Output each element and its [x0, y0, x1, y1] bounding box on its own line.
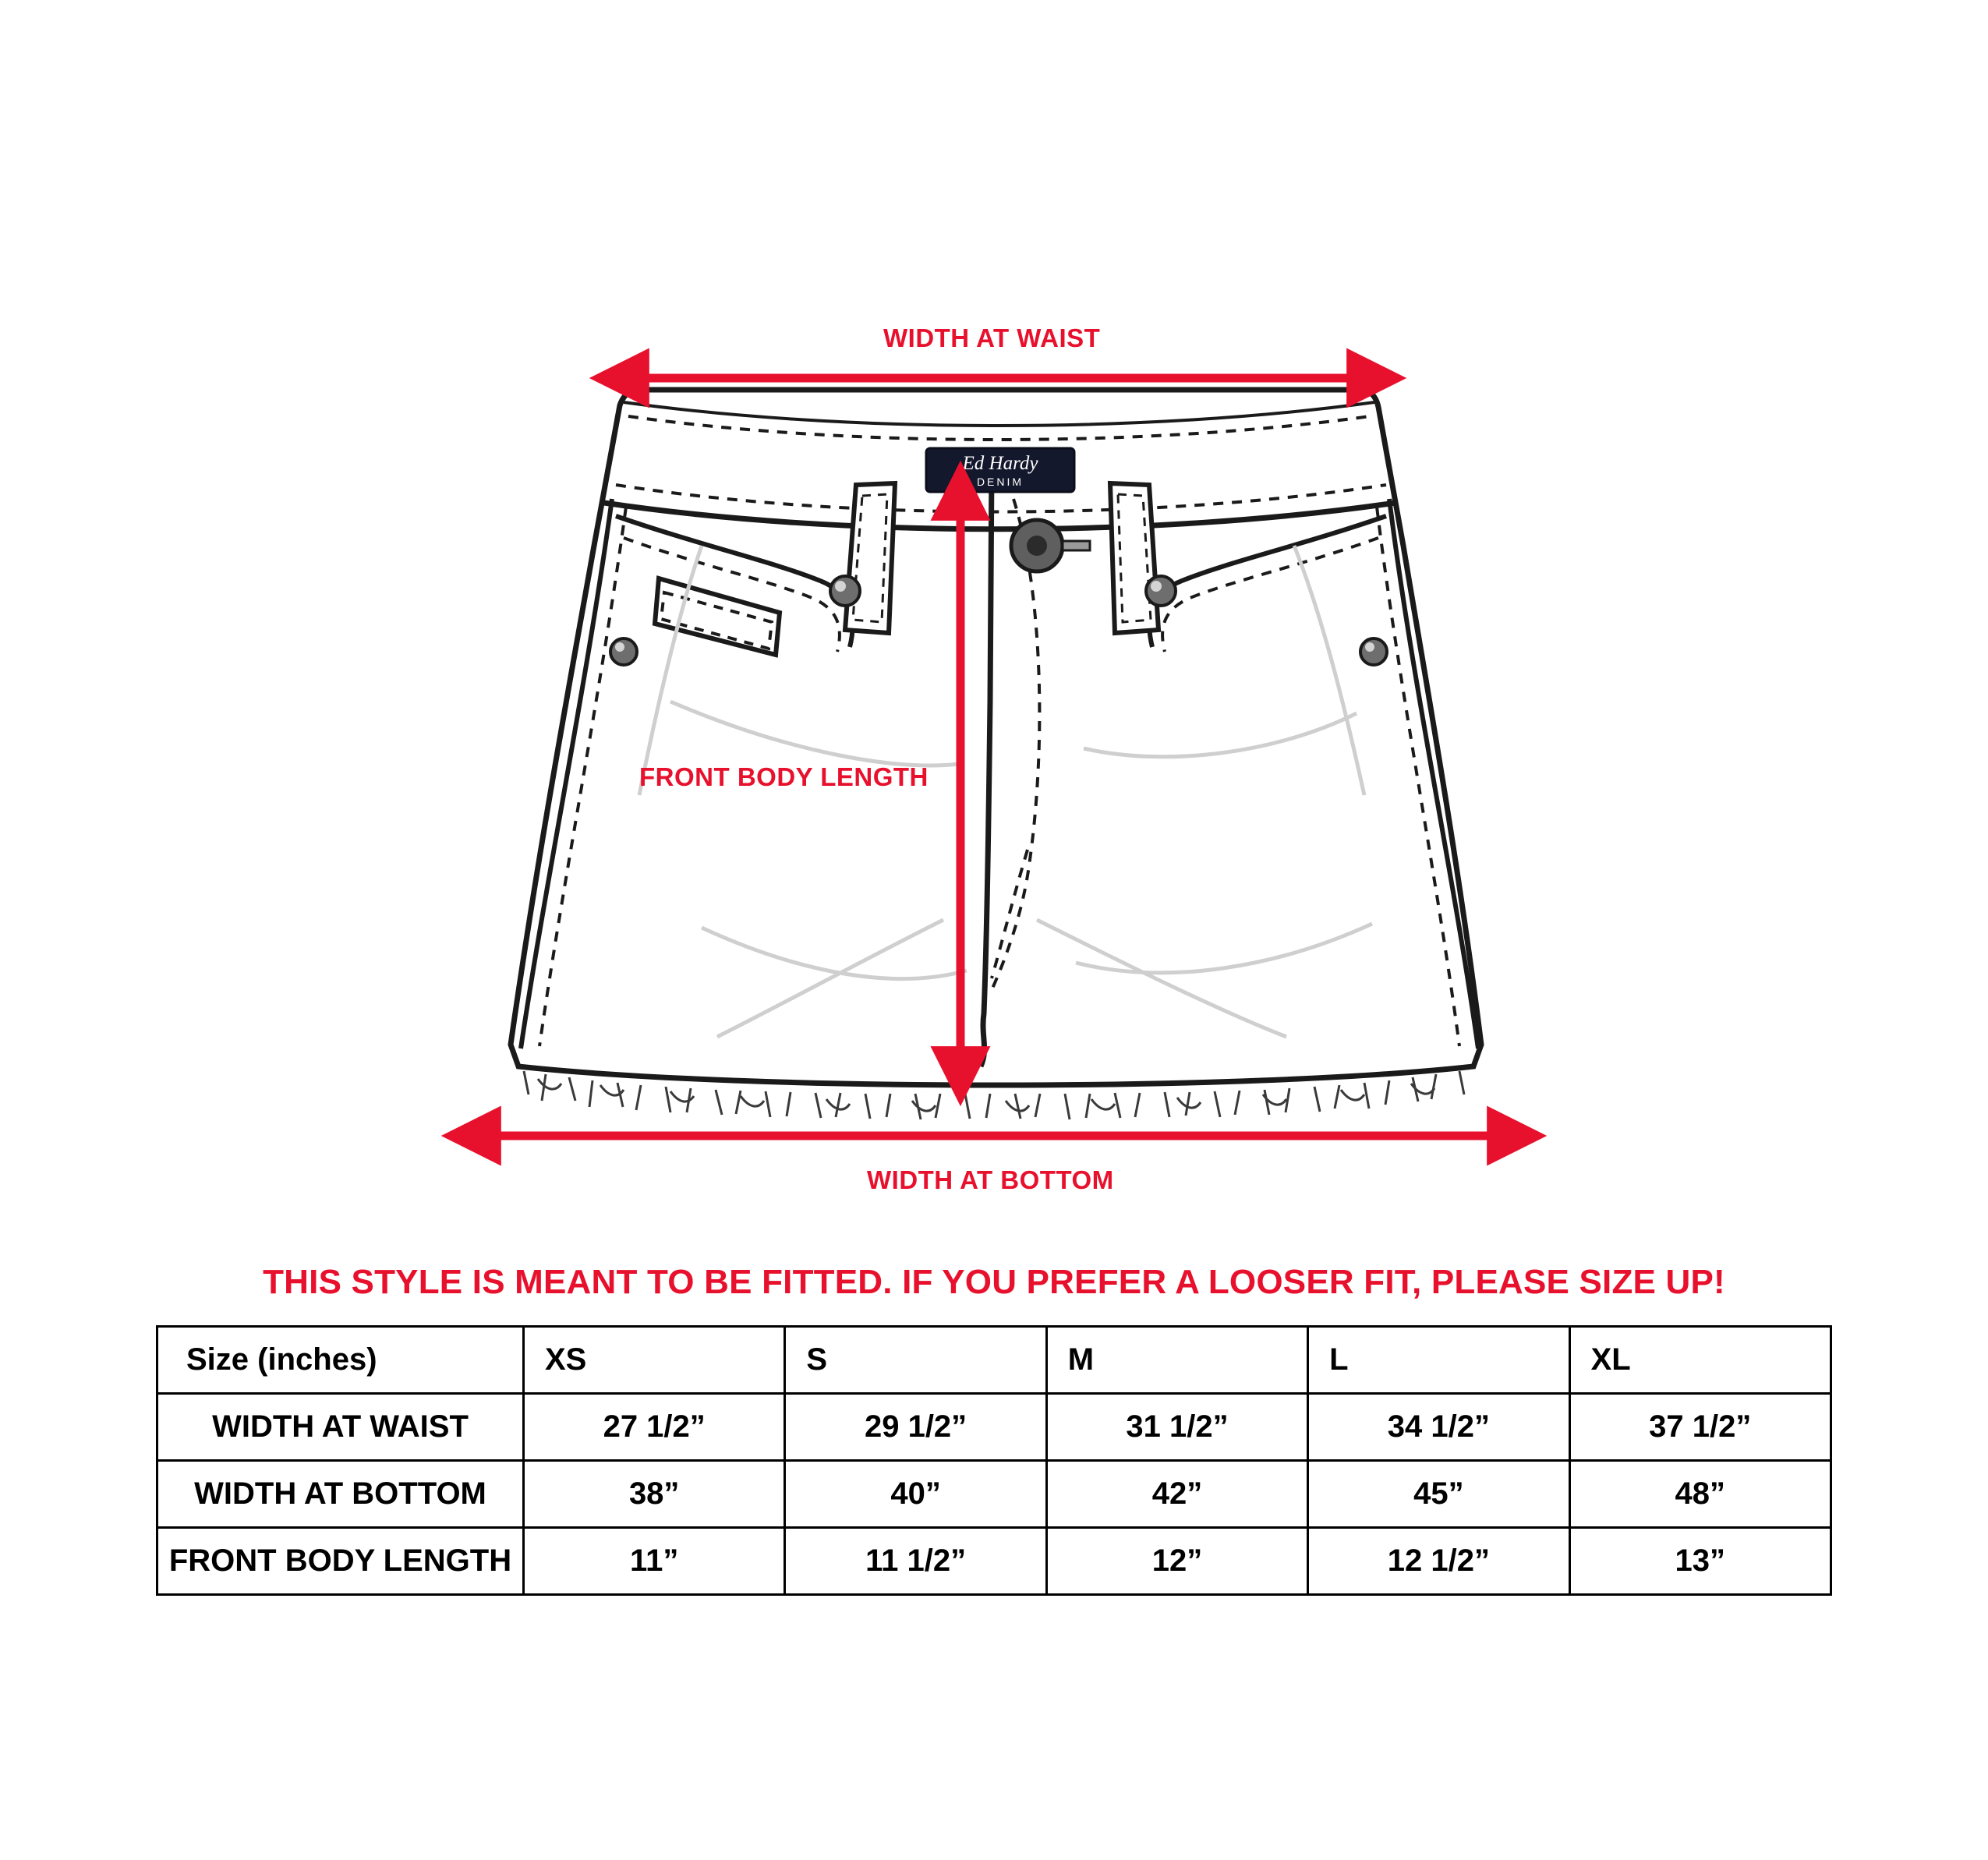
skirt-body	[511, 390, 1481, 1119]
size-table	[156, 1325, 1832, 1596]
cell-width-at-bottom-m: 42”	[1046, 1461, 1307, 1528]
row-label-width-at-waist: WIDTH AT WAIST	[157, 1394, 524, 1461]
table-row	[157, 1394, 1831, 1461]
row-label-width-at-bottom: WIDTH AT BOTTOM	[157, 1461, 524, 1528]
belt-loop-left	[845, 483, 895, 633]
cell-width-at-bottom-xl: 48”	[1569, 1461, 1831, 1528]
table-row	[157, 1461, 1831, 1528]
cell-width-at-waist-l: 34 1/2”	[1308, 1394, 1569, 1461]
front-body-length-label: FRONT BODY LENGTH	[639, 762, 929, 791]
size-table-wrapper	[156, 1325, 1832, 1596]
svg-text:Ed Hardy: Ed Hardy	[962, 453, 1038, 474]
rivet	[830, 576, 860, 606]
table-header-m: M	[1046, 1327, 1307, 1394]
rivet	[610, 638, 637, 665]
cell-width-at-waist-m: 31 1/2”	[1046, 1394, 1307, 1461]
cell-width-at-waist-xl: 37 1/2”	[1569, 1394, 1831, 1461]
brand-patch	[926, 448, 1074, 492]
width-at-bottom-label: WIDTH AT BOTTOM	[867, 1165, 1114, 1194]
table-header-xs: XS	[524, 1327, 785, 1394]
cell-front-body-length-l: 12 1/2”	[1308, 1528, 1569, 1595]
svg-text:DENIM: DENIM	[976, 476, 1024, 488]
table-header-s: S	[785, 1327, 1046, 1394]
row-label-front-body-length: FRONT BODY LENGTH	[157, 1528, 524, 1595]
cell-front-body-length-xl: 13”	[1569, 1528, 1831, 1595]
cell-width-at-bottom-s: 40”	[785, 1461, 1046, 1528]
cell-width-at-waist-s: 29 1/2”	[785, 1394, 1046, 1461]
cell-front-body-length-m: 12”	[1046, 1528, 1307, 1595]
belt-loop-right	[1110, 483, 1158, 633]
rivet	[1146, 576, 1176, 606]
table-header-l: L	[1308, 1327, 1569, 1394]
rivet	[1360, 638, 1387, 665]
table-header-xl: XL	[1569, 1327, 1831, 1394]
table-header-row	[157, 1327, 1831, 1394]
table-row	[157, 1528, 1831, 1595]
cell-front-body-length-xs: 11”	[524, 1528, 785, 1595]
cell-width-at-bottom-xs: 38”	[524, 1461, 785, 1528]
cell-width-at-bottom-l: 45”	[1308, 1461, 1569, 1528]
fit-notice: THIS STYLE IS MEANT TO BE FITTED. IF YOU PREFER A LOOSER FIT, PLEASE SIZE UP!	[263, 1263, 1725, 1301]
cell-front-body-length-s: 11 1/2”	[785, 1528, 1046, 1595]
width-at-waist-label: WIDTH AT WAIST	[883, 324, 1101, 352]
table-header-size: Size (inches)	[157, 1327, 524, 1394]
cell-width-at-waist-xs: 27 1/2”	[524, 1394, 785, 1461]
